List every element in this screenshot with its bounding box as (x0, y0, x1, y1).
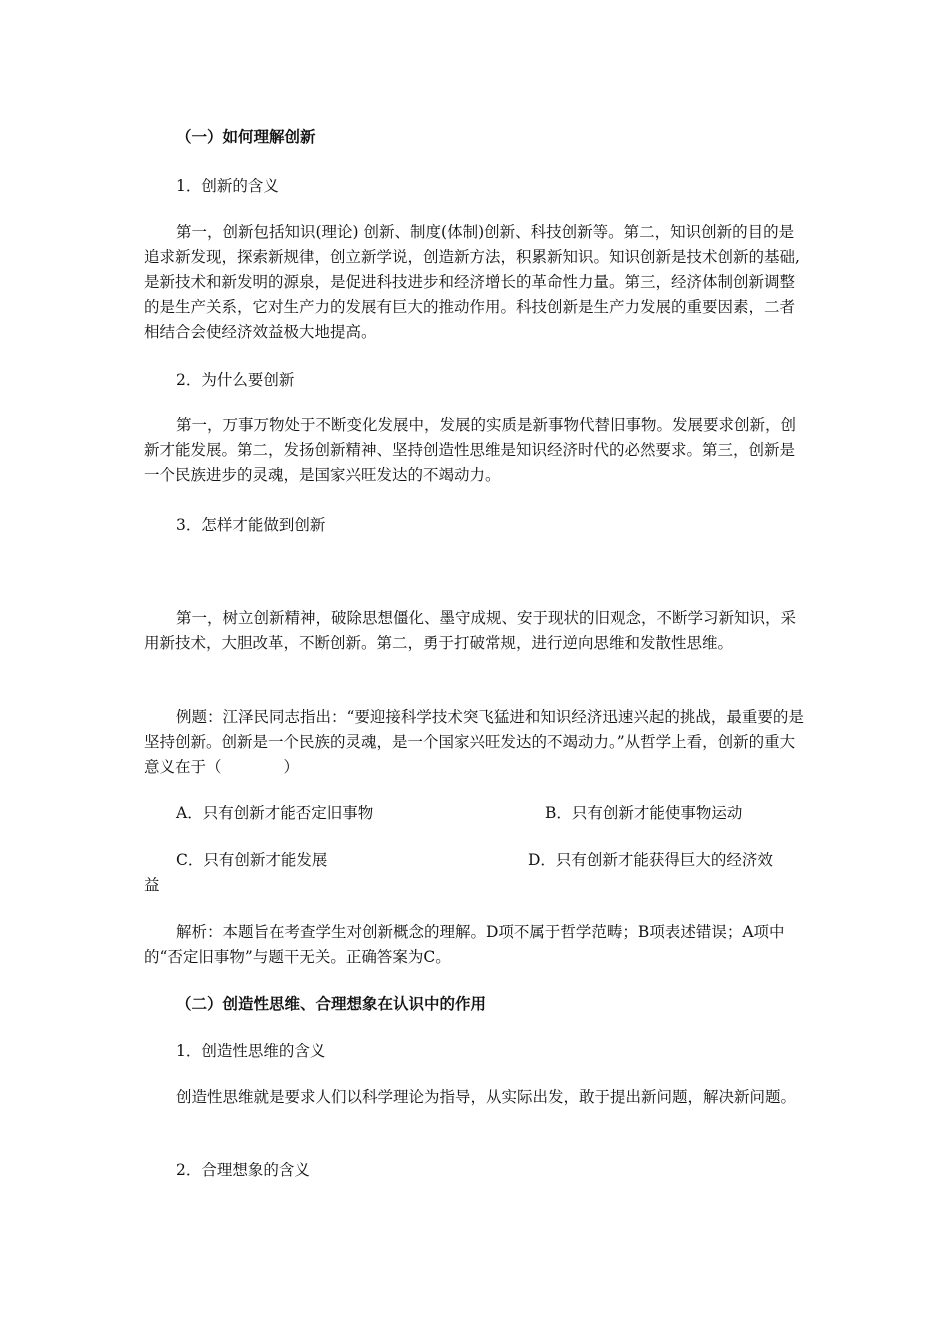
section1-item3-title: 3．怎样才能做到创新 (176, 516, 326, 534)
section1-heading: （一）如何理解创新 (176, 128, 316, 146)
section1-item3-body: 第一，树立创新精神，破除思想僵化、墨守成规、安于现状的旧观念，不断学习新知识，采用新技术，大胆改革，不断创新。第二，勇于打破常规，进行逆向思维和发散性思维。 (144, 609, 797, 652)
section2-heading: （二）创造性思维、合理想象在认识中的作用 (176, 995, 487, 1013)
option-b: B．只有创新才能使事物运动 (545, 804, 743, 822)
section1-item1-body: 第一，创新包括知识(理论) 创新、制度(体制)创新、科技创新等。第二，知识创新的目的是追求新发现，探索新规律，创立新学说，创造新方法，积累新知识。知识创新是技术创新的基础,是新技术和新发明的源泉，是促进科技进步和经济增长的革命性力量。第三，经济体制创新调整的是生产关系，它对生产力的发展有巨大的推动作用。科技创新是生产力发展的重要因素，二者相结合会使经济效益极大地提高。 (144, 223, 800, 341)
example-analysis: 解析：本题旨在考查学生对创新概念的理解。D项不属于哲学范畴；B项表述错误；A项中的“否定旧事物”与题干无关。正确答案为C。 (144, 923, 785, 966)
option-a: A．只有创新才能否定旧事物 (176, 804, 374, 822)
section1-item2-body: 第一，万事万物处于不断变化发展中，发展的实质是新事物代替旧事物。发展要求创新，创新才能发展。第二，发扬创新精神、坚持创造性思维是知识经济时代的必然要求。第三，创新是一个民族进步的灵魂，是国家兴旺发达的不竭动力。 (144, 416, 797, 484)
option-d: D．只有创新才能获得巨大的经济效 (528, 851, 773, 869)
section1-item1-title: 1．创新的含义 (176, 177, 279, 195)
section2-item1-body: 创造性思维就是要求人们以科学理论为指导，从实际出发，敢于提出新问题，解决新问题。 (176, 1088, 797, 1106)
section2-item1-title: 1．创造性思维的含义 (176, 1042, 326, 1060)
option-c: C．只有创新才能发展 (176, 851, 328, 869)
section2-item2-title: 2．合理想象的含义 (176, 1161, 310, 1179)
section1-item2-title: 2．为什么要创新 (176, 371, 295, 389)
option-d-continued: 益 (144, 876, 160, 894)
example-question: 例题：江泽民同志指出：“要迎接科学技术突飞猛进和知识经济迅速兴起的挑战，最重要的是坚持创新。创新是一个民族的灵魂，是一个国家兴旺发达的不竭动力。”从哲学上看，创新的重大意义在于（ ） (144, 708, 804, 776)
